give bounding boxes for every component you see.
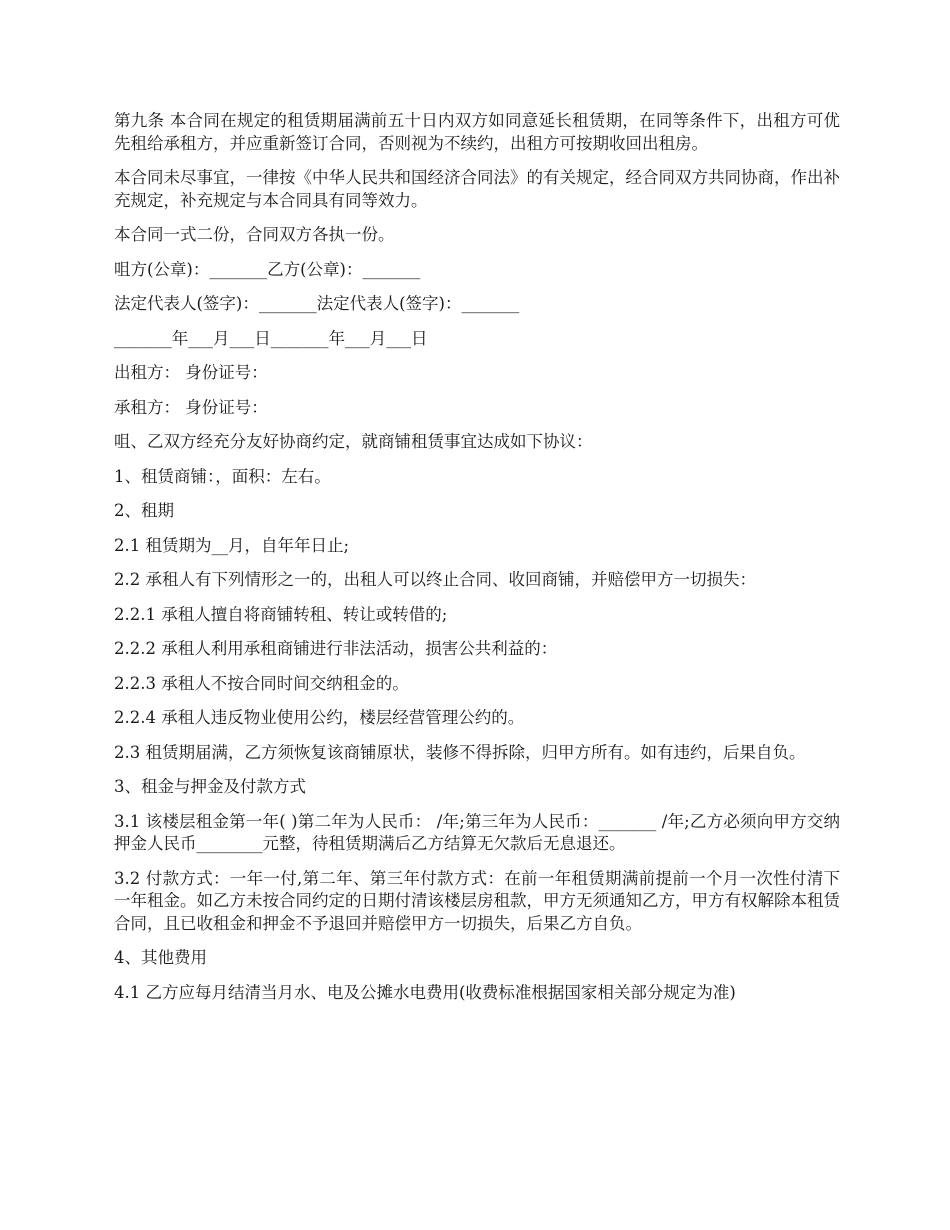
agreement-intro: 咀、乙双方经充分友好协商约定，就商铺租赁事宜达成如下协议： [114, 432, 593, 451]
clause-2-1: 2.1 租赁期为__月，自年年日止; [114, 535, 350, 555]
paragraph-supplement: 本合同未尽事宜，一律按《中华人民共和国经济合同法》的有关规定，经合同双方共同协商，作出补充规定，补充规定与本合同具有同等效力。 [114, 168, 840, 210]
clause-4-1: 4.1 乙方应每月结清当月水、电及公摊水电费用(收费标准根据国家相关部分规定为准) [114, 982, 736, 1002]
clause-1-shop: 1、租赁商铺：，面积：左右。 [114, 466, 331, 486]
clause-2-3: 2.3 租赁期届满，乙方须恢复该商铺原状，装修不得拆除，归甲方所有。如有违约，后果自负。 [114, 742, 806, 762]
seal-line: 咀方(公章)：_______乙方(公章)：_______ [114, 259, 421, 279]
lessor-id-line: 出租方： 身份证号： [114, 363, 268, 382]
clause-2-2-2: 2.2.2 承租人利用承租商铺进行非法活动，损害公共利益的： [114, 639, 558, 658]
document-body [114, 110, 840, 1016]
clause-3-1: 3.1 该楼层租金第一年( )第二年为人民币： /年;第三年为人民币：_______ /年;乙方必须向甲方交纳押金人民币________元整，待租赁期满后乙方结算无欠款后无息退还。 [114, 811, 840, 853]
date-line: _______年___月___日_______年___月___日 [114, 328, 428, 348]
representative-signature-line: 法定代表人(签字)：_______法定代表人(签字)：_______ [114, 294, 520, 313]
clause-4-heading: 4、其他费用 [114, 948, 207, 967]
clause-3-2: 3.2 付款方式：一年一付,第二年、第三年付款方式：在前一年租赁期满前提前一个月一次性付清下一年租金。如乙方未按合同约定的日期付清该楼层房租款，甲方无须通知乙方，甲方有权解除本租赁合同，且已收租金和押金不予退回并赔偿甲方一切损失，后果乙方自负。 [114, 868, 840, 933]
clause-3-heading: 3、租金与押金及付款方式 [114, 777, 306, 796]
clause-2-2-4: 2.2.4 承租人违反物业使用公约，楼层经营管理公约的。 [114, 708, 525, 727]
paragraph-article-9: 第九条 本合同在规定的租赁期届满前五十日内双方如同意延长租赁期，在同等条件下，出租方可优先租给承租方，并应重新签订合同，否则视为不续约，出租方可按期收回出租房。 [114, 111, 840, 153]
clause-2-2: 2.2 承租人有下列情形之一的，出租人可以终止合同、收回商铺，并赔偿甲方一切损失： [114, 570, 756, 589]
clause-2-heading: 2、租期 [114, 501, 174, 520]
paragraph-copies: 本合同一式二份，合同双方各执一份。 [114, 225, 395, 244]
clause-2-2-1: 2.2.1 承租人擅自将商铺转租、转让或转借的; [114, 604, 448, 624]
clause-2-2-3: 2.2.3 承租人不按合同时间交纳租金的。 [114, 673, 409, 693]
lessee-id-line: 承租方： 身份证号： [114, 397, 268, 417]
